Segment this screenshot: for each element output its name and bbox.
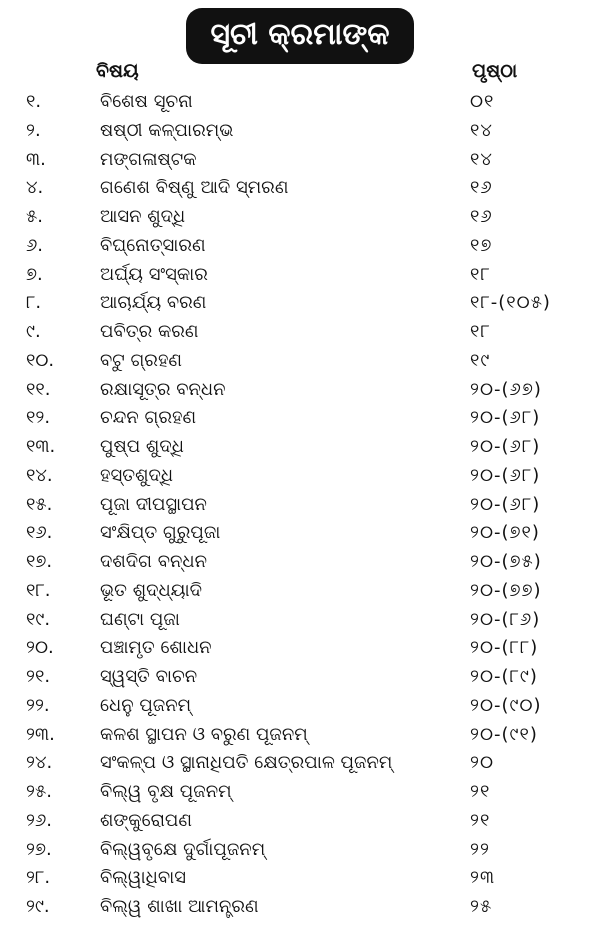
entry-page: ୧୪ — [470, 119, 493, 141]
entry-page: ୨୫ — [470, 896, 493, 917]
entry-number: ୧୬. — [26, 522, 53, 544]
entry-page: ୧୯ — [470, 349, 491, 371]
entry-number: ୧. — [26, 91, 42, 112]
toc-row — [0, 807, 600, 836]
toc-row — [0, 519, 600, 548]
toc-row — [0, 146, 600, 175]
entry-number: ୨୯. — [26, 896, 50, 917]
entry-number: ୨୪. — [26, 752, 53, 774]
entry-subject: ବିଲ୍ୱ ଶାଖା ଆମନ୍ତ୍ରଣ — [100, 896, 259, 917]
entry-page: ୧୮-(୧୦୫) — [470, 292, 551, 314]
entry-subject: ଆଚାର୍ଯ୍ୟ ବରଣ — [100, 292, 207, 314]
entry-number: ୪. — [26, 177, 44, 199]
entry-subject: ପବିତ୍ର କରଣ — [100, 321, 199, 342]
entry-subject: ଦଶଦିଗ ବନ୍ଧନ — [100, 551, 207, 572]
entry-page: ୨୦-(୮୯) — [470, 666, 538, 687]
toc-row — [0, 749, 600, 778]
title-container — [0, 8, 600, 64]
entry-page: ୨୩ — [470, 867, 496, 889]
toc-row — [0, 864, 600, 893]
page-title: ସୂଚୀ କ୍ରମାଙ୍କ — [186, 8, 413, 64]
toc-row — [0, 462, 600, 491]
entry-number: ୧୭. — [26, 551, 53, 572]
entry-page: ୨୦-(୭୫) — [470, 551, 542, 572]
entry-number: ୧୪. — [26, 464, 53, 486]
toc-row — [0, 318, 600, 347]
entry-subject: ଭୂତ ଶୁଦ୍ଧ୍ୟାଦି — [100, 579, 203, 601]
toc-row — [0, 261, 600, 290]
toc-row — [0, 893, 600, 922]
entry-subject: ଧେନୁ ପୂଜନମ୍ — [100, 694, 192, 716]
entry-number: ୫. — [26, 206, 43, 227]
entry-number: ୧୫. — [26, 493, 53, 515]
entry-subject: ମଙ୍ଗଳାଷ୍ଟକ — [100, 148, 197, 170]
entry-page: ୨୦-(୬୮) — [470, 407, 541, 429]
entry-page: ୧୮ — [470, 263, 491, 285]
toc-row — [0, 692, 600, 721]
entry-subject: ଷଷ୍ଠୀ କଳ୍ପାରମ୍ଭ — [100, 119, 234, 141]
entry-page: ୧୬ — [470, 177, 493, 199]
entry-subject: ଅର୍ଘ୍ୟ ସଂସ୍କାର — [100, 263, 208, 285]
entry-number: ୧୯. — [26, 608, 51, 630]
entry-subject: ବିଶେଷ ସୂଚନା — [100, 91, 193, 112]
toc-row — [0, 836, 600, 865]
toc-row — [0, 778, 600, 807]
entry-page: ୨୨ — [470, 838, 490, 860]
toc-row — [0, 203, 600, 232]
toc-row — [0, 548, 600, 577]
toc-row — [0, 606, 600, 635]
entry-page: ୨୦-(୮୬) — [470, 608, 541, 630]
entry-number: ୨୫. — [26, 781, 52, 802]
entry-subject: ବିଲ୍ୱାଧିବାସ — [100, 867, 186, 889]
entry-subject: ସ୍ୱସ୍ତି ବାଚନ — [100, 666, 198, 687]
entry-page: ୧୮ — [470, 321, 491, 342]
toc-row — [0, 117, 600, 146]
toc-row — [0, 88, 600, 117]
entry-page: ୨୧ — [470, 809, 491, 831]
toc-row — [0, 577, 600, 606]
entry-page: ୨୦-(୯୦) — [470, 694, 542, 716]
entry-subject: ଚନ୍ଦନ ଗ୍ରହଣ — [100, 407, 197, 429]
entry-page: ୨୦-(୮୮) — [470, 637, 539, 659]
entry-subject: ଗଣେଶ ବିଷ୍ଣୁ ଆଦି ସ୍ମରଣ — [100, 177, 289, 199]
entry-page: ୨୦-(୬୮) — [470, 493, 541, 515]
entry-page: ୧୭ — [470, 234, 493, 256]
entry-number: ୨୧. — [26, 666, 51, 687]
table-of-contents — [0, 88, 600, 922]
entry-page: ୨୦-(୬୮) — [470, 464, 541, 486]
entry-subject: କଳଶ ସ୍ଥାପନ ଓ ବରୁଣ ପୂଜନମ୍ — [100, 723, 308, 745]
entry-page: ୨୦-(୭୧) — [470, 522, 540, 544]
entry-number: ୯. — [26, 321, 41, 342]
subject-column-header: ବିଷୟ — [96, 60, 139, 82]
entry-page: ୧୬ — [470, 206, 493, 227]
entry-number: ୭. — [26, 263, 43, 285]
toc-row — [0, 433, 600, 462]
entry-number: ୨୬. — [26, 809, 52, 831]
entry-subject: ବଟୁ ଗ୍ରହଣ — [100, 349, 183, 371]
entry-subject: ସଂକ୍ଷିପ୍ତ ଗୁରୁପୂଜା — [100, 522, 221, 544]
toc-row — [0, 404, 600, 433]
entry-number: ୮. — [26, 292, 42, 314]
entry-subject: ଘଣ୍ଟା ପୂଜା — [100, 608, 180, 630]
page-column-header: ପୃଷ୍ଠା — [472, 60, 518, 82]
toc-header — [0, 60, 600, 88]
entry-page: ୦୧ — [470, 91, 495, 112]
entry-number: ୨. — [26, 119, 41, 141]
entry-subject: ବିଘ୍ନୋତ୍ସାରଣ — [100, 234, 206, 256]
entry-number: ୬. — [26, 234, 44, 256]
toc-row — [0, 634, 600, 663]
entry-subject: ସଂକଳ୍ପ ଓ ସ୍ଥାନାଧିପତି କ୍ଷେତ୍ରପାଳ ପୂଜନମ୍ — [100, 752, 393, 774]
entry-number: ୨୭. — [26, 838, 52, 860]
toc-row — [0, 174, 600, 203]
entry-number: ୧୨. — [26, 407, 51, 429]
entry-subject: ପଞ୍ଚାମୃତ ଶୋଧନ — [100, 637, 212, 659]
entry-number: ୧୦. — [26, 349, 55, 371]
entry-page: ୨୦-(୭୭) — [470, 579, 542, 601]
entry-subject: ଶଙ୍କୁରୋପଣ — [100, 809, 192, 831]
entry-page: ୨୦-(୬୮) — [470, 436, 541, 457]
toc-row — [0, 232, 600, 261]
entry-number: ୧୧. — [26, 378, 51, 400]
entry-subject: ପୁଷ୍ପ ଶୁଦ୍ଧି — [100, 436, 184, 457]
entry-number: ୧୩. — [26, 436, 56, 457]
entry-page: ୨୦-(୯୧) — [470, 723, 538, 745]
toc-row — [0, 491, 600, 520]
entry-subject: ହସ୍ତଶୁଦ୍ଧି — [100, 464, 174, 486]
entry-subject: ଆସନ ଶୁଦ୍ଧି — [100, 206, 186, 227]
entry-number: ୨୩. — [26, 723, 55, 745]
entry-page: ୨୦ — [470, 752, 494, 774]
toc-row — [0, 663, 600, 692]
entry-number: ୧୮. — [26, 579, 51, 601]
entry-page: ୧୪ — [470, 148, 493, 170]
entry-subject: ବିଲ୍ୱ ବୃକ୍ଷ ପୂଜନମ୍ — [100, 781, 232, 802]
entry-subject: ପୂଜା ଦୀପସ୍ଥାପନ — [100, 493, 207, 515]
toc-row — [0, 376, 600, 405]
toc-row — [0, 347, 600, 376]
entry-page: ୨୦-(୬୭) — [470, 378, 542, 400]
entry-page: ୨୧ — [470, 781, 491, 802]
toc-row — [0, 289, 600, 318]
entry-number: ୨୨. — [26, 694, 50, 716]
entry-number: ୨୮. — [26, 867, 51, 889]
entry-number: ୨୦. — [26, 637, 54, 659]
entry-subject: ରକ୍ଷାସୂତ୍ର ବନ୍ଧନ — [100, 378, 226, 400]
entry-subject: ବିଲ୍ୱବୃକ୍ଷେ ଦୁର୍ଗାପୂଜନମ୍ — [100, 838, 266, 860]
entry-number: ୩. — [26, 148, 46, 170]
toc-row — [0, 721, 600, 750]
